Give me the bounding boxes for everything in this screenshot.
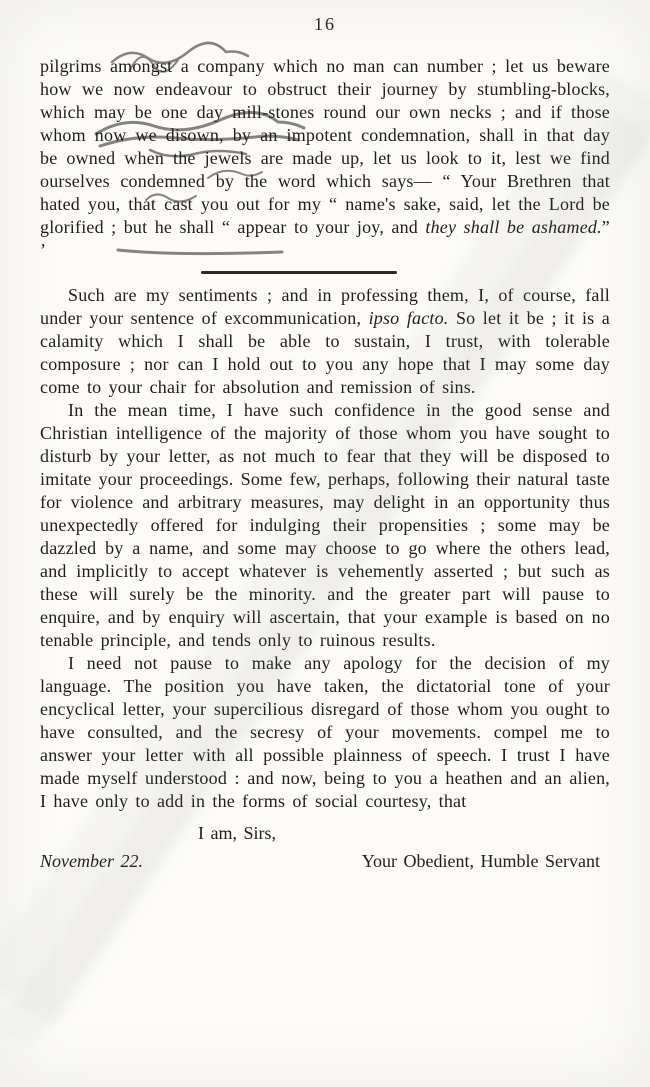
body-text: In the mean time, I have such confidence in the good sense and Christian intelligence of the majority of those whom you have sought to disturb by your letter, as not much to fear that they will be disposed to imitate your proceedings. Some few, perhaps, following their natural taste for violence and arbitrary measures, may delight in an opportunity thus unexpectedly offered for indulging their propensities ; some may be dazzled by a name, and some may choose to go where the others lead, and implicitly to accept whatever is vehemently asserted ; but such as these will surely be the minority. and the greater part will pause to enquire, and by enquiry will ascertain, that your example is based on no tenable principle, and tends only to ruinous results. (40, 400, 610, 650)
closing-salutation: I am, Sirs, (198, 823, 276, 843)
italic-text: they shall be ashamed. (425, 217, 602, 237)
page-number: 16 (314, 14, 336, 34)
paragraph (40, 399, 610, 652)
paragraph (40, 284, 610, 399)
body-text: Such are my sentiments ; and in professing them, I, of course, fall under your sentence of excommunication, (40, 285, 610, 328)
body-text: pilgrims amongst a company which no man can number ; let us beware how we now endeavour to obstruct their journey by stumbling-blocks, which may be one day mill-stones round our own necks ; and if those whom now we disown, by an impotent condemnation, shall in that day be owned when the jewels are made up, let us look to it, lest we find ourselves condemned by the word which says— “ Your Brethren that hated you, that cast you out for my “ name's sake, said, let the Lord be glorified ; but he shall “ appear to your joy, and (40, 56, 610, 237)
handwritten-rule (201, 271, 397, 274)
body-text: ” ’ (40, 217, 610, 260)
body-paragraphs (40, 55, 610, 813)
closing-signature: Your Obedient, Humble Servant (361, 851, 600, 871)
paragraph (40, 55, 610, 262)
closing-date: November 22. (40, 851, 143, 871)
body-text: I need not pause to make any apology for the decision of my language. The position you have taken, the dictatorial tone of your encyclical letter, your supercilious disregard of those whom you ought to have consulted, and the secresy of your movements. compel me to answer your letter with all possible plainness of speech. I trust I have made myself understood : and now, being to you a heathen and an alien, I have only to add in the forms of social courtesy, that (40, 653, 610, 811)
paragraph (40, 652, 610, 813)
body-text: So let it be ; it is a calamity which I shall be able to sustain, I trust, with tolerable composure ; nor can I hold out to you any hope that I may some day come to your chair for absolution and remission of sins. (40, 308, 610, 397)
italic-text: ipso facto. (368, 308, 449, 328)
closing-row (40, 850, 610, 873)
